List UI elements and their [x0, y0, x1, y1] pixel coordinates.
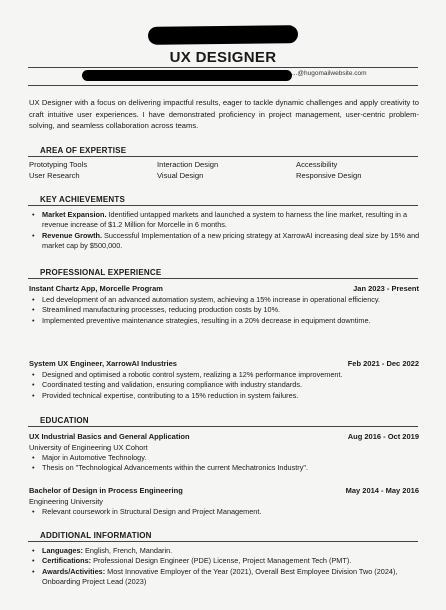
additional-divider: [28, 541, 418, 542]
list-item: • Coordinated testing and validation, ensuring compliance with industry standards.: [32, 380, 420, 390]
degree-dates: May 2014 - May 2016: [345, 486, 419, 495]
degree-dates: Aug 2016 - Oct 2019: [347, 432, 419, 441]
info-text: Most Innovative Employer of the Year (2021), Overall Best Employee Division Two (2024), Onboarding Project Lead (2023): [42, 566, 398, 587]
job-header: [29, 284, 419, 293]
experience-divider: [28, 278, 418, 279]
list-item: • Streamlined manufacturing processes, reducing production costs by 10%.: [32, 305, 420, 315]
header-divider: [28, 67, 418, 68]
info-label: Languages:: [42, 546, 83, 555]
skill-item: Prototyping Tools: [29, 160, 88, 169]
list-item: [32, 567, 420, 588]
expertise-heading: AREA OF EXPERTISE: [40, 146, 127, 155]
skill-item: Responsive Design: [296, 171, 362, 180]
education-heading: EDUCATION: [40, 416, 89, 425]
info-text: Professional Design Engineer (PDE) License, Project Management Tech (PMT).: [91, 556, 352, 566]
degree-header: [29, 486, 419, 495]
list-item: [32, 546, 420, 556]
job-dates: Jan 2023 - Present: [353, 284, 419, 293]
degree-bullets: [32, 507, 420, 517]
info-label: Certifications:: [42, 556, 92, 566]
additional-list: [32, 546, 420, 588]
achievements-list: [32, 210, 420, 252]
skill-item: User Research: [29, 171, 80, 180]
degree-header: [29, 432, 419, 441]
achievement-label: Market Expansion.: [42, 210, 107, 219]
degree-bullets: [32, 453, 420, 474]
job-role: Instant Chartz App, Morcelle Program: [29, 284, 163, 293]
additional-heading: ADDITIONAL INFORMATION: [40, 531, 152, 540]
contact-email-fragment: ...@hugomailwebsite.com: [292, 70, 367, 77]
list-item: • Designed and optimised a robotic control system, realizing a 12% performance improvement.: [32, 370, 420, 380]
list-item: [32, 556, 420, 566]
skill-item: Visual Design: [157, 171, 204, 180]
redacted-contact-bar: [82, 70, 292, 81]
job-title: UX DESIGNER: [169, 49, 277, 66]
info-label: Awards/Activities:: [42, 566, 106, 576]
redacted-name-bar: [148, 25, 298, 45]
skill-item: Accessibility: [296, 160, 338, 169]
list-item: [32, 231, 420, 252]
achievement-text: Identified untapped markets and launched a system to harness the line market, resulting in a revenue increase of $1.2 Million for Morcelle in 6 months.: [42, 210, 408, 230]
job-bullets: [32, 370, 420, 401]
job-bullets: [32, 295, 420, 326]
summary-paragraph: UX Designer with a focus on delivering impactful results, eager to tackle dynamic challenges and apply creativity to craft intuitive user experiences. I have demonstrated proficiency in project management, user-centric problem-solving, and seamless collaboration across teams.: [29, 98, 419, 131]
list-item: [32, 210, 420, 231]
list-item: • Provided technical expertise, contributing to a 15% reduction in system failures.: [32, 391, 420, 401]
achievements-heading: KEY ACHIEVEMENTS: [40, 195, 125, 204]
list-item: • Thesis on "Technological Advancements within the current Mechatronics Industry".: [32, 463, 420, 473]
list-item: • Implemented preventive maintenance strategies, resulting in a 20% decrease in equipment downtime.: [32, 316, 420, 326]
job-dates: Feb 2021 - Dec 2022: [347, 359, 419, 368]
achievement-label: Revenue Growth.: [42, 230, 103, 240]
job-role: System UX Engineer, XarrowAI Industries: [29, 359, 177, 368]
list-item: • Led development of an advanced automation system, achieving a 15% increase in operational efficiency.: [32, 295, 420, 305]
contact-divider: [28, 85, 418, 86]
experience-heading: PROFESSIONAL EXPERIENCE: [40, 268, 162, 277]
expertise-divider: [28, 156, 418, 157]
degree-name: Bachelor of Design in Process Engineering: [29, 486, 183, 495]
school-name: Engineering University: [29, 497, 103, 506]
achievement-text: Successful Implementation of a new pricing strategy at XarrowAI increasing deal size by 15% and market cap by $500,000.: [42, 230, 420, 251]
list-item: • Major in Automotive Technology.: [32, 453, 420, 463]
job-header: [29, 359, 419, 368]
skill-item: Interaction Design: [157, 160, 219, 169]
school-name: University of Engineering UX Cohort: [29, 443, 148, 452]
degree-name: UX Industrial Basics and General Application: [29, 432, 190, 441]
list-item: • Relevant coursework in Structural Design and Project Management.: [32, 507, 420, 517]
achievements-divider: [28, 205, 418, 206]
info-text: English, French, Mandarin.: [82, 546, 173, 555]
education-divider: [28, 426, 418, 427]
